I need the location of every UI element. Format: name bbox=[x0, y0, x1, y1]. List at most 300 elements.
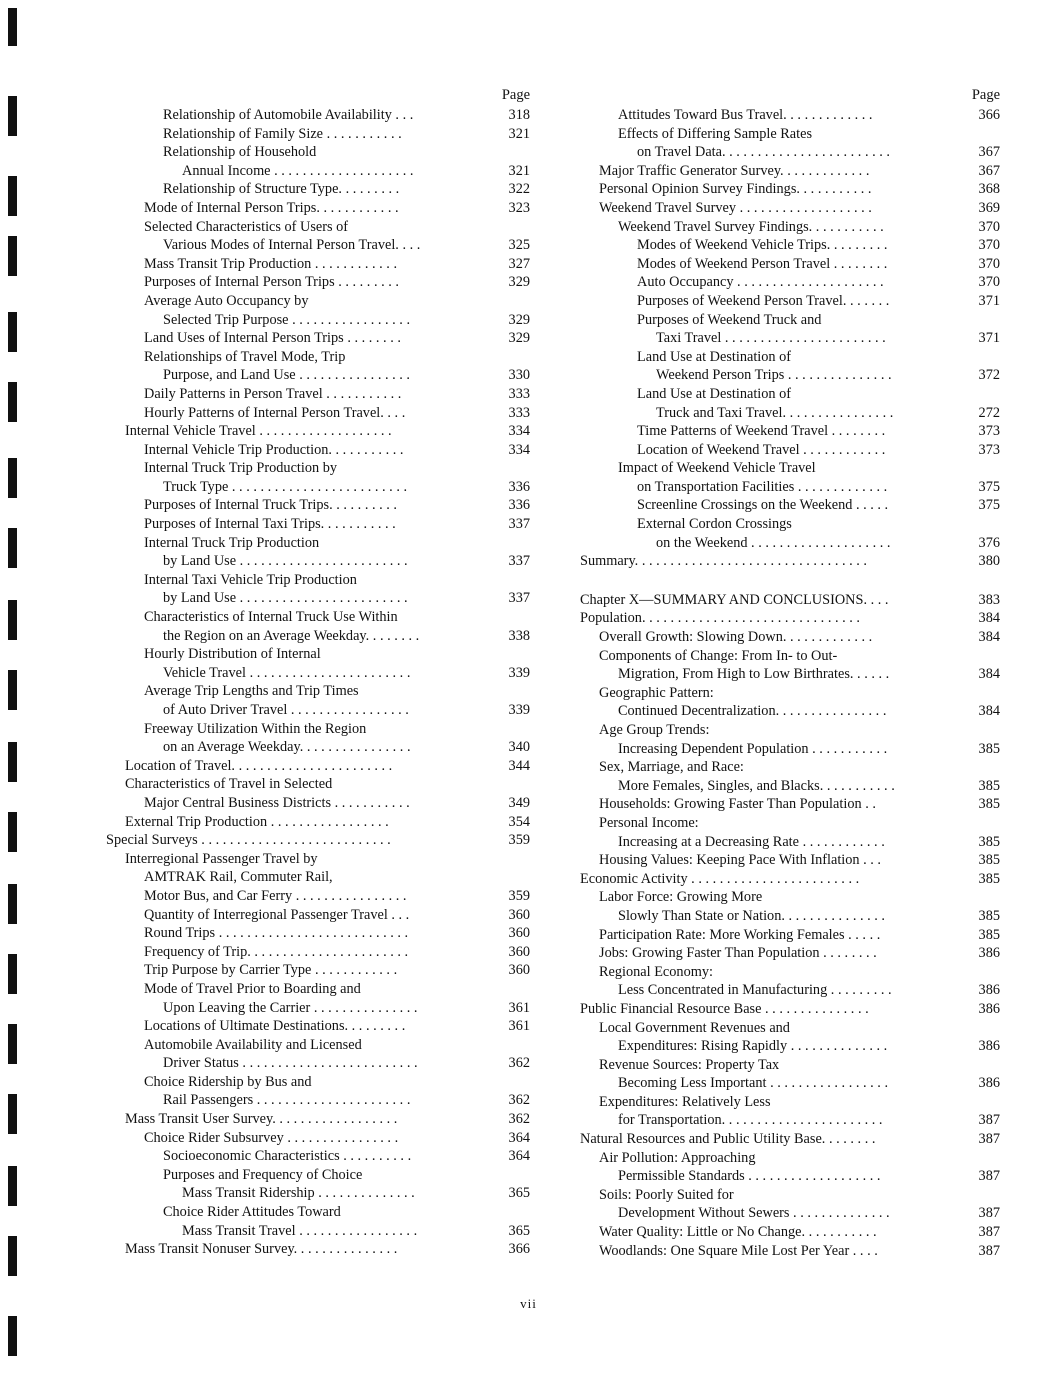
toc-entry-title: Mass Transit Travel . . . . . . . . . . . . . . . . . bbox=[182, 1222, 418, 1239]
toc-entry bbox=[574, 777, 1010, 796]
toc-entry-title: Average Auto Occupancy by bbox=[144, 292, 309, 309]
toc-entry-page: 329 bbox=[508, 311, 530, 328]
toc-entry-page: 385 bbox=[978, 796, 1000, 813]
toc-entry-list bbox=[574, 106, 1010, 1260]
toc-entry-title: Average Trip Lengths and Trip Times bbox=[144, 683, 359, 700]
toc-entry-page: 321 bbox=[508, 125, 530, 142]
toc-entry-page: 365 bbox=[508, 1185, 530, 1202]
toc-entry-title: Quantity of Interregional Passenger Travel . . . bbox=[144, 906, 410, 923]
toc-entry-page: 373 bbox=[978, 423, 1000, 440]
toc-entry bbox=[100, 478, 540, 497]
toc-entry-page: 385 bbox=[978, 777, 1000, 794]
toc-entry-page: 373 bbox=[978, 441, 1000, 458]
toc-entry bbox=[100, 831, 540, 850]
toc-entry-title: More Females, Singles, and Blacks. . . . . . . . . . . bbox=[618, 777, 895, 794]
toc-entry-title: Increasing at a Decreasing Rate . . . . . . . . . . . . bbox=[618, 833, 885, 850]
toc-entry bbox=[100, 627, 540, 646]
toc-entry-title: Various Modes of Internal Person Travel. . . . bbox=[163, 237, 421, 254]
toc-entry bbox=[574, 851, 1010, 870]
toc-entry-page: 384 bbox=[978, 629, 1000, 646]
toc-entry-title: Permissible Standards . . . . . . . . . . . . . . . . . . . bbox=[618, 1168, 881, 1185]
toc-entry bbox=[574, 255, 1010, 274]
toc-entry-title: Rail Passengers . . . . . . . . . . . . . . . . . . . . . . bbox=[163, 1092, 411, 1109]
toc-entry-title: Motor Bus, and Car Ferry . . . . . . . . . . . . . . . . bbox=[144, 887, 407, 904]
toc-entry bbox=[574, 441, 1010, 460]
toc-entry bbox=[100, 850, 540, 869]
toc-entry bbox=[574, 721, 1010, 740]
toc-entry-page: 387 bbox=[978, 1112, 1000, 1129]
toc-entry-title: Characteristics of Travel in Selected bbox=[125, 776, 333, 793]
toc-entry-title: Purposes of Internal Truck Trips. . . . . . . . . . bbox=[144, 497, 397, 514]
toc-entry bbox=[100, 143, 540, 162]
toc-entry bbox=[574, 143, 1010, 162]
toc-entry-title: Interregional Passenger Travel by bbox=[125, 850, 318, 867]
toc-entry-page: 334 bbox=[508, 441, 530, 458]
toc-entry bbox=[100, 125, 540, 144]
toc-entry-title: Purpose, and Land Use . . . . . . . . . . . . . . . . bbox=[163, 367, 410, 384]
binder-mark bbox=[8, 1236, 17, 1276]
toc-entry-title: for Transportation. . . . . . . . . . . . . . . . . . . . . . . bbox=[618, 1112, 883, 1129]
toc-entry bbox=[574, 552, 1010, 571]
toc-entry bbox=[100, 1184, 540, 1203]
toc-entry bbox=[574, 311, 1010, 330]
toc-entry bbox=[574, 1074, 1010, 1093]
toc-entry-title: Labor Force: Growing More bbox=[599, 889, 763, 906]
toc-entry-page: 387 bbox=[978, 1168, 1000, 1185]
toc-entry-title: Regional Economy: bbox=[599, 963, 713, 980]
toc-entry-page: 329 bbox=[508, 330, 530, 347]
toc-entry bbox=[100, 608, 540, 627]
toc-entry-page: 336 bbox=[508, 478, 530, 495]
toc-entry-title: Choice Rider Subsurvey . . . . . . . . . . . . . . . . bbox=[144, 1129, 399, 1146]
toc-entry bbox=[574, 591, 1010, 610]
toc-entry-page: 325 bbox=[508, 237, 530, 254]
toc-entry-page: 366 bbox=[508, 1241, 530, 1258]
toc-entry bbox=[574, 1000, 1010, 1019]
toc-entry-title: Internal Truck Trip Production by bbox=[144, 460, 338, 477]
toc-entry bbox=[100, 1166, 540, 1185]
toc-entry-page: 387 bbox=[978, 1224, 1000, 1241]
toc-entry-page: 336 bbox=[508, 497, 530, 514]
toc-entry bbox=[100, 496, 540, 515]
toc-entry bbox=[100, 794, 540, 813]
toc-entry-title: Age Group Trends: bbox=[599, 722, 710, 738]
toc-entry-title: Effects of Differing Sample Rates bbox=[618, 125, 813, 142]
toc-entry-page: 375 bbox=[978, 478, 1000, 495]
toc-entry-title: Becoming Less Important . . . . . . . . . . . . . . . . . bbox=[618, 1075, 889, 1092]
toc-entry-title: the Region on an Average Weekday. . . . . . . . bbox=[163, 627, 420, 644]
page-column-header bbox=[100, 86, 540, 106]
toc-entry-title: Woodlands: One Square Mile Lost Per Year . . . . bbox=[599, 1242, 878, 1259]
toc-entry-page: 386 bbox=[978, 1075, 1000, 1092]
toc-entry bbox=[574, 106, 1010, 125]
toc-entry-title: Selected Trip Purpose . . . . . . . . . . . . . . . . . bbox=[163, 311, 411, 328]
toc-entry bbox=[100, 292, 540, 311]
toc-entry bbox=[574, 366, 1010, 385]
page-header-label: Page bbox=[971, 87, 1000, 103]
toc-entry-page: 339 bbox=[508, 664, 530, 681]
toc-entry bbox=[574, 422, 1010, 441]
toc-entry bbox=[574, 1019, 1010, 1038]
toc-entry bbox=[100, 552, 540, 571]
toc-entry bbox=[100, 887, 540, 906]
toc-entry-title: Mode of Internal Person Trips. . . . . . . . . . . . bbox=[144, 199, 399, 216]
toc-entry-page: 323 bbox=[508, 199, 530, 216]
toc-entry-page: 318 bbox=[508, 107, 530, 123]
toc-entry-page: 337 bbox=[508, 553, 530, 570]
toc-entry-page: 380 bbox=[978, 553, 1000, 570]
binder-mark bbox=[8, 742, 17, 782]
toc-entry bbox=[100, 106, 540, 125]
toc-entry-title: Slowly Than State or Nation. . . . . . . . . . . . . . . bbox=[618, 907, 885, 924]
toc-entry-title: Modes of Weekend Vehicle Trips. . . . . . . . . bbox=[637, 237, 888, 254]
toc-entry bbox=[100, 1091, 540, 1110]
toc-entry bbox=[574, 459, 1010, 478]
toc-entry bbox=[100, 589, 540, 608]
toc-entry-page: 327 bbox=[508, 255, 530, 272]
toc-entry bbox=[100, 348, 540, 367]
toc-entry-title: Local Government Revenues and bbox=[599, 1019, 790, 1036]
toc-entry-title: External Cordon Crossings bbox=[637, 516, 792, 533]
toc-entry bbox=[100, 162, 540, 181]
toc-entry-title: Housing Values: Keeping Pace With Inflation . . . bbox=[599, 852, 882, 869]
toc-entry bbox=[574, 125, 1010, 144]
toc-entry-page: 322 bbox=[508, 181, 530, 198]
toc-entry-title: Choice Ridership by Bus and bbox=[144, 1073, 312, 1090]
toc-entry-title: Hourly Patterns of Internal Person Travel. . . . bbox=[144, 404, 406, 421]
toc-entry bbox=[100, 682, 540, 701]
toc-entry-page: 384 bbox=[978, 610, 1000, 627]
toc-entry-title: Land Use at Destination of bbox=[637, 385, 792, 402]
toc-entry bbox=[574, 496, 1010, 515]
toc-entry bbox=[574, 740, 1010, 759]
toc-entry bbox=[574, 1037, 1010, 1056]
toc-entry-page: 384 bbox=[978, 666, 1000, 683]
toc-entry-title: Internal Truck Trip Production bbox=[144, 534, 320, 551]
toc-entry-title: Modes of Weekend Person Travel . . . . . . . . bbox=[637, 255, 888, 272]
toc-entry-title: of Auto Driver Travel . . . . . . . . . . . . . . . . . bbox=[163, 702, 409, 718]
toc-entry-title: Impact of Weekend Vehicle Travel bbox=[618, 460, 816, 477]
toc-entry-title: Economic Activity . . . . . . . . . . . . . . . . . . . . . . . . bbox=[580, 870, 860, 887]
toc-entry-title: on the Weekend . . . . . . . . . . . . . . . . . . . . bbox=[656, 534, 891, 551]
binder-mark bbox=[8, 458, 17, 498]
toc-entry-page: 386 bbox=[978, 1038, 1000, 1055]
toc-entry-title: Purposes and Frequency of Choice bbox=[163, 1166, 363, 1183]
toc-entry-title: Auto Occupancy . . . . . . . . . . . . . . . . . . . . . bbox=[637, 274, 884, 291]
toc-entry bbox=[100, 273, 540, 292]
toc-entry-title: Major Traffic Generator Survey. . . . . . . . . . . . . bbox=[599, 162, 870, 179]
toc-entry-title: Development Without Sewers . . . . . . . . . . . . . . bbox=[618, 1205, 890, 1222]
toc-entry bbox=[100, 775, 540, 794]
toc-entry bbox=[100, 980, 540, 999]
toc-entry bbox=[574, 665, 1010, 684]
toc-entry bbox=[100, 534, 540, 553]
toc-entry-page: 344 bbox=[508, 757, 530, 774]
section-gap bbox=[574, 571, 1010, 591]
toc-entry-title: Components of Change: From In- to Out- bbox=[599, 647, 838, 664]
toc-entry-page: 337 bbox=[508, 516, 530, 533]
toc-entry-page: 321 bbox=[508, 162, 530, 179]
toc-entry-page: 360 bbox=[508, 906, 530, 923]
toc-entry-title: Weekend Travel Survey . . . . . . . . . . . . . . . . . . . bbox=[599, 199, 872, 216]
toc-entry-page: 369 bbox=[978, 199, 1000, 216]
toc-entry bbox=[100, 757, 540, 776]
page-folio: vii bbox=[520, 1296, 537, 1311]
toc-entry-title: Special Surveys . . . . . . . . . . . . . . . . . . . . . . . . . . . bbox=[106, 832, 391, 849]
toc-entry bbox=[574, 329, 1010, 348]
toc-right-column bbox=[574, 86, 1010, 1260]
toc-entry-title: Truck Type . . . . . . . . . . . . . . . . . . . . . . . . . bbox=[163, 478, 408, 495]
toc-entry-page: 385 bbox=[978, 740, 1000, 757]
binder-mark bbox=[8, 670, 17, 710]
toc-entry-page: 362 bbox=[508, 1092, 530, 1109]
toc-entry bbox=[100, 366, 540, 385]
toc-entry-title: Population. . . . . . . . . . . . . . . . . . . . . . . . . . . . . . . bbox=[580, 610, 860, 627]
toc-entry-title: Less Concentrated in Manufacturing . . . . . . . . . bbox=[618, 982, 892, 999]
toc-entry bbox=[574, 1204, 1010, 1223]
toc-entry-page: 387 bbox=[978, 1131, 1000, 1148]
toc-entry-title: on an Average Weekday. . . . . . . . . . . . . . . . bbox=[163, 739, 411, 756]
toc-entry bbox=[574, 348, 1010, 367]
binder-mark bbox=[8, 176, 17, 216]
toc-entry bbox=[574, 1149, 1010, 1168]
toc-entry bbox=[100, 943, 540, 962]
binder-mark bbox=[8, 1316, 17, 1356]
toc-entry-page: 387 bbox=[978, 1205, 1000, 1222]
toc-entry-title: Relationship of Automobile Availability . . . bbox=[163, 107, 414, 123]
toc-entry-title: Daily Patterns in Person Travel . . . . . . . . . . . bbox=[144, 385, 402, 402]
toc-entry-title: Automobile Availability and Licensed bbox=[144, 1036, 362, 1053]
toc-entry bbox=[574, 218, 1010, 237]
toc-entry bbox=[574, 478, 1010, 497]
toc-entry-title: Migration, From High to Low Birthrates. . . . . . bbox=[618, 666, 890, 683]
toc-entry-page: 337 bbox=[508, 590, 530, 607]
toc-entry-page: 329 bbox=[508, 274, 530, 291]
toc-entry-page: 370 bbox=[978, 218, 1000, 235]
toc-entry-title: Round Trips . . . . . . . . . . . . . . . . . . . . . . . . . . . bbox=[144, 925, 409, 942]
toc-entry bbox=[100, 1017, 540, 1036]
page-column-header bbox=[574, 86, 1010, 106]
toc-entry bbox=[574, 888, 1010, 907]
toc-entry-title: Mode of Travel Prior to Boarding and bbox=[144, 980, 361, 997]
toc-entry-title: Hourly Distribution of Internal bbox=[144, 646, 321, 663]
toc-entry-page: 338 bbox=[508, 627, 530, 644]
toc-entry-title: Weekend Travel Survey Findings. . . . . . . . . . . bbox=[618, 218, 884, 235]
toc-entry bbox=[574, 981, 1010, 1000]
toc-entry-page: 340 bbox=[508, 739, 530, 756]
toc-entry bbox=[100, 422, 540, 441]
toc-entry bbox=[100, 961, 540, 980]
toc-entry bbox=[574, 236, 1010, 255]
toc-entry-page: 365 bbox=[508, 1222, 530, 1239]
toc-entry-title: Public Financial Resource Base . . . . . . . . . . . . . . . bbox=[580, 1000, 869, 1017]
toc-entry-title: Internal Taxi Vehicle Trip Production bbox=[144, 571, 357, 588]
toc-entry-page: 372 bbox=[978, 367, 1000, 384]
toc-entry-title: Location of Weekend Travel . . . . . . . . . . . . bbox=[637, 441, 886, 458]
toc-entry-title: Major Central Business Districts . . . . . . . . . . . bbox=[144, 794, 410, 811]
toc-entry-page: 368 bbox=[978, 181, 1000, 198]
toc-entry bbox=[100, 645, 540, 664]
toc-entry bbox=[100, 1222, 540, 1241]
toc-entry bbox=[574, 647, 1010, 666]
toc-entry bbox=[574, 609, 1010, 628]
toc-entry-title: Purposes of Weekend Truck and bbox=[637, 311, 822, 328]
toc-entry-title: Summary. . . . . . . . . . . . . . . . . . . . . . . . . . . . . . . . . bbox=[580, 553, 867, 570]
toc-entry-title: by Land Use . . . . . . . . . . . . . . . . . . . . . . . . bbox=[163, 590, 408, 607]
toc-entry-title: Air Pollution: Approaching bbox=[599, 1149, 756, 1166]
page-header-label: Page bbox=[501, 87, 530, 103]
toc-entry-title: Trip Purpose by Carrier Type . . . . . . . . . . . . bbox=[144, 962, 398, 979]
toc-entry-page: 330 bbox=[508, 367, 530, 384]
toc-entry-page: 272 bbox=[978, 404, 1000, 421]
toc-entry-list bbox=[100, 106, 540, 1259]
toc-entry-title: Purposes of Weekend Person Travel. . . . . . . bbox=[637, 292, 890, 309]
toc-entry-page: 371 bbox=[978, 330, 1000, 347]
binder-mark bbox=[8, 312, 17, 352]
binder-mark bbox=[8, 528, 17, 568]
toc-entry-title: Internal Vehicle Travel . . . . . . . . . . . . . . . . . . . bbox=[125, 423, 392, 440]
toc-entry-title: Truck and Taxi Travel. . . . . . . . . . . . . . . . bbox=[656, 404, 894, 421]
toc-entry-page: 387 bbox=[978, 1242, 1000, 1259]
toc-entry-page: 364 bbox=[508, 1148, 530, 1165]
toc-entry-page: 366 bbox=[978, 107, 1000, 123]
toc-entry bbox=[574, 907, 1010, 926]
toc-entry bbox=[100, 1110, 540, 1129]
toc-entry bbox=[100, 1036, 540, 1055]
toc-entry-page: 362 bbox=[508, 1111, 530, 1128]
toc-entry-title: Frequency of Trip. . . . . . . . . . . . . . . . . . . . . . . bbox=[144, 943, 409, 960]
toc-entry bbox=[100, 906, 540, 925]
toc-entry-page: 334 bbox=[508, 423, 530, 440]
toc-entry-title: by Land Use . . . . . . . . . . . . . . . . . . . . . . . . bbox=[163, 553, 408, 570]
toc-entry-page: 361 bbox=[508, 999, 530, 1016]
toc-entry-page: 354 bbox=[508, 813, 530, 830]
toc-entry bbox=[100, 459, 540, 478]
toc-entry-page: 383 bbox=[978, 591, 1000, 608]
toc-entry-title: External Trip Production . . . . . . . . . . . . . . . . . bbox=[125, 813, 389, 830]
toc-entry-title: Annual Income . . . . . . . . . . . . . . . . . . . . bbox=[182, 162, 414, 179]
toc-entry bbox=[100, 441, 540, 460]
toc-entry bbox=[574, 162, 1010, 181]
toc-entry-title: Relationships of Travel Mode, Trip bbox=[144, 348, 346, 365]
toc-entry-page: 376 bbox=[978, 534, 1000, 551]
toc-entry-title: Internal Vehicle Trip Production. . . . . . . . . . . bbox=[144, 441, 404, 458]
toc-entry bbox=[100, 1054, 540, 1073]
binder-mark bbox=[8, 382, 17, 422]
toc-entry-page: 360 bbox=[508, 925, 530, 942]
toc-entry-page: 385 bbox=[978, 907, 1000, 924]
toc-entry-page: 385 bbox=[978, 870, 1000, 887]
toc-entry-page: 361 bbox=[508, 1018, 530, 1035]
toc-entry-title: Land Use at Destination of bbox=[637, 348, 792, 365]
toc-entry bbox=[574, 684, 1010, 703]
toc-entry-title: Households: Growing Faster Than Population . . bbox=[599, 796, 876, 813]
toc-entry-title: Driver Status . . . . . . . . . . . . . . . . . . . . . . . . . bbox=[163, 1055, 418, 1072]
toc-entry-page: 359 bbox=[508, 832, 530, 849]
toc-entry-title: Characteristics of Internal Truck Use Within bbox=[144, 609, 398, 626]
toc-entry-title: AMTRAK Rail, Commuter Rail, bbox=[144, 869, 333, 886]
toc-entry-title: Purposes of Internal Person Trips . . . . . . . . . bbox=[144, 274, 399, 291]
toc-entry-title: Revenue Sources: Property Tax bbox=[599, 1056, 780, 1073]
toc-entry bbox=[100, 701, 540, 720]
toc-entry-page: 370 bbox=[978, 237, 1000, 254]
toc-entry-title: Natural Resources and Public Utility Base. . . . . . . . bbox=[580, 1131, 876, 1148]
toc-entry-title: Weekend Person Trips . . . . . . . . . . . . . . . bbox=[656, 367, 892, 384]
toc-entry-title: Mass Transit Ridership . . . . . . . . . . . . . . bbox=[182, 1185, 415, 1202]
toc-entry-title: Relationship of Family Size . . . . . . . . . . . bbox=[163, 125, 402, 142]
toc-entry-title: Socioeconomic Characteristics . . . . . . . . . . bbox=[163, 1148, 412, 1165]
toc-entry-title: Screenline Crossings on the Weekend . . . . . bbox=[637, 497, 889, 514]
toc-entry-title: Personal Income: bbox=[599, 814, 699, 831]
toc-entry-title: Purposes of Internal Taxi Trips. . . . . . . . . . . bbox=[144, 516, 396, 533]
toc-entry bbox=[100, 329, 540, 348]
toc-entry bbox=[574, 1242, 1010, 1261]
toc-entry-page: 384 bbox=[978, 703, 1000, 720]
toc-entry-title: Location of Travel. . . . . . . . . . . . . . . . . . . . . . . bbox=[125, 757, 393, 774]
toc-entry-title: Relationship of Household bbox=[163, 144, 317, 161]
toc-entry bbox=[574, 1223, 1010, 1242]
toc-entry bbox=[100, 1240, 540, 1259]
toc-entry-page: 364 bbox=[508, 1129, 530, 1146]
toc-entry bbox=[574, 1111, 1010, 1130]
toc-entry-title: Taxi Travel . . . . . . . . . . . . . . . . . . . . . . . bbox=[656, 330, 886, 347]
toc-entry-title: Personal Opinion Survey Findings. . . . . . . . . . . bbox=[599, 181, 872, 198]
toc-entry-title: Water Quality: Little or No Change. . . . . . . . . . . bbox=[599, 1224, 877, 1241]
toc-entry-title: Jobs: Growing Faster Than Population . . . . . . . . bbox=[599, 945, 877, 962]
toc-entry-title: Participation Rate: More Working Females . . . . . bbox=[599, 926, 881, 943]
toc-entry bbox=[100, 1129, 540, 1148]
toc-entry-title: Freeway Utilization Within the Region bbox=[144, 720, 367, 737]
toc-entry-page: 362 bbox=[508, 1055, 530, 1072]
toc-entry-title: on Travel Data. . . . . . . . . . . . . . . . . . . . . . . . bbox=[637, 144, 890, 161]
binder-mark bbox=[8, 1024, 17, 1064]
binder-mark bbox=[8, 954, 17, 994]
toc-entry bbox=[574, 870, 1010, 889]
toc-entry-page: 370 bbox=[978, 274, 1000, 291]
toc-entry-title: Time Patterns of Weekend Travel . . . . . . . . bbox=[637, 423, 886, 440]
toc-entry-title: Expenditures: Rising Rapidly . . . . . . . . . . . . . . bbox=[618, 1038, 888, 1055]
toc-entry bbox=[100, 180, 540, 199]
toc-entry-title: Increasing Dependent Population . . . . . . . . . . . bbox=[618, 740, 888, 757]
toc-entry-page: 367 bbox=[978, 162, 1000, 179]
binder-mark bbox=[8, 812, 17, 852]
toc-entry bbox=[574, 814, 1010, 833]
toc-entry-title: Locations of Ultimate Destinations. . . . . . . . . bbox=[144, 1018, 406, 1035]
toc-entry bbox=[100, 311, 540, 330]
toc-entry bbox=[574, 273, 1010, 292]
toc-entry bbox=[100, 236, 540, 255]
toc-entry-page: 385 bbox=[978, 926, 1000, 943]
toc-entry-title: Mass Transit User Survey. . . . . . . . . . . . . . . . . . bbox=[125, 1111, 398, 1128]
toc-entry bbox=[100, 1203, 540, 1222]
toc-entry-title: Relationship of Structure Type. . . . . . . . . bbox=[163, 181, 400, 198]
toc-entry bbox=[100, 664, 540, 683]
toc-entry bbox=[574, 1093, 1010, 1112]
toc-entry-page: 360 bbox=[508, 943, 530, 960]
toc-entry bbox=[574, 702, 1010, 721]
toc-entry-page: 386 bbox=[978, 982, 1000, 999]
toc-entry-page: 359 bbox=[508, 887, 530, 904]
toc-entry-title: Upon Leaving the Carrier . . . . . . . . . . . . . . . bbox=[163, 999, 418, 1016]
toc-entry bbox=[100, 255, 540, 274]
toc-entry-page: 375 bbox=[978, 497, 1000, 514]
toc-entry bbox=[574, 404, 1010, 423]
toc-entry bbox=[100, 720, 540, 739]
binder-mark bbox=[8, 8, 17, 46]
toc-entry-page: 360 bbox=[508, 962, 530, 979]
toc-entry-page: 386 bbox=[978, 945, 1000, 962]
toc-entry bbox=[574, 180, 1010, 199]
